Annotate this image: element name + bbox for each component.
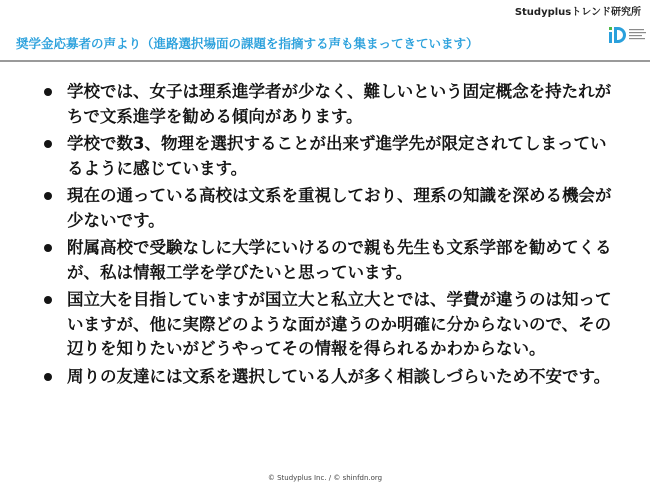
header-divider bbox=[0, 60, 650, 62]
voices-list bbox=[44, 80, 614, 392]
bullet-icon bbox=[44, 88, 52, 96]
bullet-icon bbox=[44, 373, 52, 381]
list-item bbox=[44, 365, 614, 390]
bullet-icon bbox=[44, 140, 52, 148]
list-item-text: 学校では、女子は理系進学者が少なく、難しいという固定概念を持たれがちで文系進学を勧める傾向があります。 bbox=[67, 82, 612, 126]
list-item-text: 学校で数3、物理を選択することが出来ず進学先が限定されてしまっているように感じています。 bbox=[67, 134, 607, 178]
list-item-text: 現在の通っている高校は文系を重視しており、理系の知識を深める機会が少ないです。 bbox=[67, 186, 612, 230]
list-item-text: 国立大を目指していますが国立大と私立大とでは、学費が違うのは知っていますが、他に実際どのような面が違うのか明確に分からないので、その辺りを知りたいがどうやってその情報を得られるかわからない。 bbox=[67, 290, 612, 358]
list-item bbox=[44, 236, 614, 285]
slide-title: 奨学金応募者の声より（進路選択場面の課題を指摘する声も集まってきています） bbox=[16, 36, 479, 51]
bullet-icon bbox=[44, 192, 52, 200]
list-item-text: 附属高校で受験なしに大学にいけるので親も先生も文系学部を勧めてくるが、私は情報工学を学びたいと思っています。 bbox=[67, 238, 612, 282]
list-item bbox=[44, 132, 614, 181]
bullet-icon bbox=[44, 244, 52, 252]
list-item bbox=[44, 80, 614, 129]
foundation-logo bbox=[608, 25, 648, 45]
list-item bbox=[44, 288, 614, 362]
copyright-footer: © Studyplus Inc. / © shinfdn.org bbox=[267, 474, 383, 482]
list-item bbox=[44, 184, 614, 233]
bullet-icon bbox=[44, 296, 52, 304]
brand-label: Studyplusトレンド研究所 bbox=[514, 7, 641, 18]
list-item-text: 周りの友達には文系を選択している人が多く相談しづらいため不安です。 bbox=[67, 366, 611, 386]
